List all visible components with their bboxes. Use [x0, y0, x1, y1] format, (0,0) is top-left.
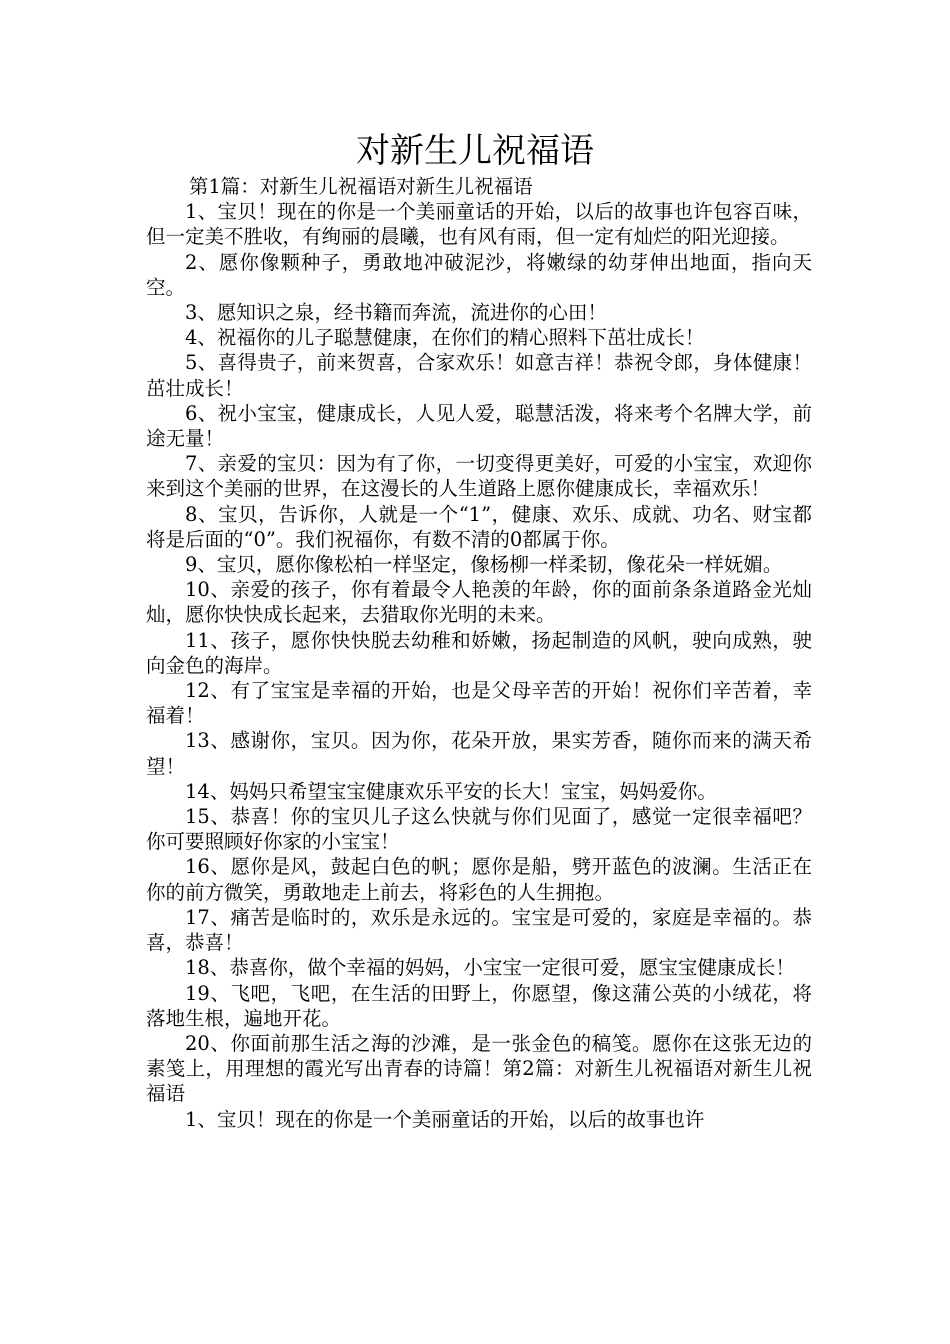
paragraph-13: 13、感谢你，宝贝。因为你，花朵开放，果实芳香，随你而来的满天希望！ [146, 729, 812, 778]
paragraph-2: 2、愿你像颗种子，勇敢地冲破泥沙，将嫩绿的幼芽伸出地面，指向天空。 [146, 250, 812, 299]
paragraph-8: 8、宝贝，告诉你，人就是一个“1”，健康、欢乐、成就、功名、财宝都将是后面的“0”。我们祝福你，有数不清的0都属于你。 [146, 502, 812, 551]
paragraph-7: 7、亲爱的宝贝：因为有了你，一切变得更美好，可爱的小宝宝，欢迎你来到这个美丽的世界，在这漫长的人生道路上愿你健康成长，幸福欢乐！ [146, 452, 812, 501]
paragraph-14: 14、妈妈只希望宝宝健康欢乐平安的长大！宝宝，妈妈爱你。 [185, 779, 717, 803]
paragraph-4: 4、祝福你的儿子聪慧健康，在你们的精心照料下茁壮成长！ [185, 326, 705, 350]
paragraph-3: 3、愿知识之泉，经书籍而奔流，流进你的心田！ [185, 301, 607, 325]
paragraph-19: 19、飞吧，飞吧，在生活的田野上，你愿望，像这蒲公英的小绒花，将落地生根，遍地开花。 [146, 981, 812, 1030]
paragraph-5: 5、喜得贵子，前来贺喜，合家欢乐！如意吉祥！恭祝令郎，身体健康！茁壮成长！ [146, 351, 812, 400]
paragraph-1: 1、宝贝！现在的你是一个美丽童话的开始，以后的故事也许包容百味，但一定美不胜收，有绚丽的晨曦，也有风有雨，但一定有灿烂的阳光迎接。 [146, 200, 812, 249]
paragraph-18: 18、恭喜你，做个幸福的妈妈，小宝宝一定很可爱，愿宝宝健康成长！ [185, 956, 795, 980]
paragraph-17: 17、痛苦是临时的，欢乐是永远的。宝宝是可爱的，家庭是幸福的。恭喜，恭喜！ [146, 905, 812, 955]
paragraph-6: 6、祝小宝宝，健康成长，人见人爱，聪慧活泼，将来考个名牌大学，前途无量！ [146, 401, 812, 451]
paragraph-9: 9、宝贝，愿你像松柏一样坚定，像杨柳一样柔韧，像花朵一样妩媚。 [185, 553, 783, 577]
paragraph-15: 15、恭喜！你的宝贝儿子这么快就与你们见面了，感觉一定很幸福吧？你可要照顾好你家的小宝宝！ [146, 805, 812, 854]
paragraph-20: 20、你面前那生活之海的沙滩，是一张金色的稿笺。愿你在这张无边的素笺上，用理想的霞光写出青春的诗篇！第2篇：对新生儿祝福语对新生儿祝福语 [146, 1031, 812, 1106]
paragraph-10: 10、亲爱的孩子，你有着最令人艳羡的年龄，你的面前条条道路金光灿灿，愿你快快成长起来，去猎取你光明的未来。 [146, 578, 812, 627]
section-heading: 第1篇：对新生儿祝福语对新生儿祝福语 [188, 175, 533, 198]
paragraph-21: 1、宝贝！现在的你是一个美丽童话的开始，以后的故事也许 [185, 1107, 705, 1131]
paragraph-12: 12、有了宝宝是幸福的开始，也是父母辛苦的开始！祝你们辛苦着，幸福着！ [146, 679, 812, 728]
paragraph-16: 16、愿你是风，鼓起白色的帆；愿你是船，劈开蓝色的波澜。生活正在你的前方微笑，勇敢地走上前去，将彩色的人生拥抱。 [146, 855, 812, 904]
document-body [146, 174, 812, 1132]
paragraph-11: 11、孩子，愿你快快脱去幼稚和娇嫩，扬起制造的风帆，驶向成熟，驶向金色的海岸。 [146, 628, 812, 677]
page-title: 对新生儿祝福语 [356, 131, 594, 171]
